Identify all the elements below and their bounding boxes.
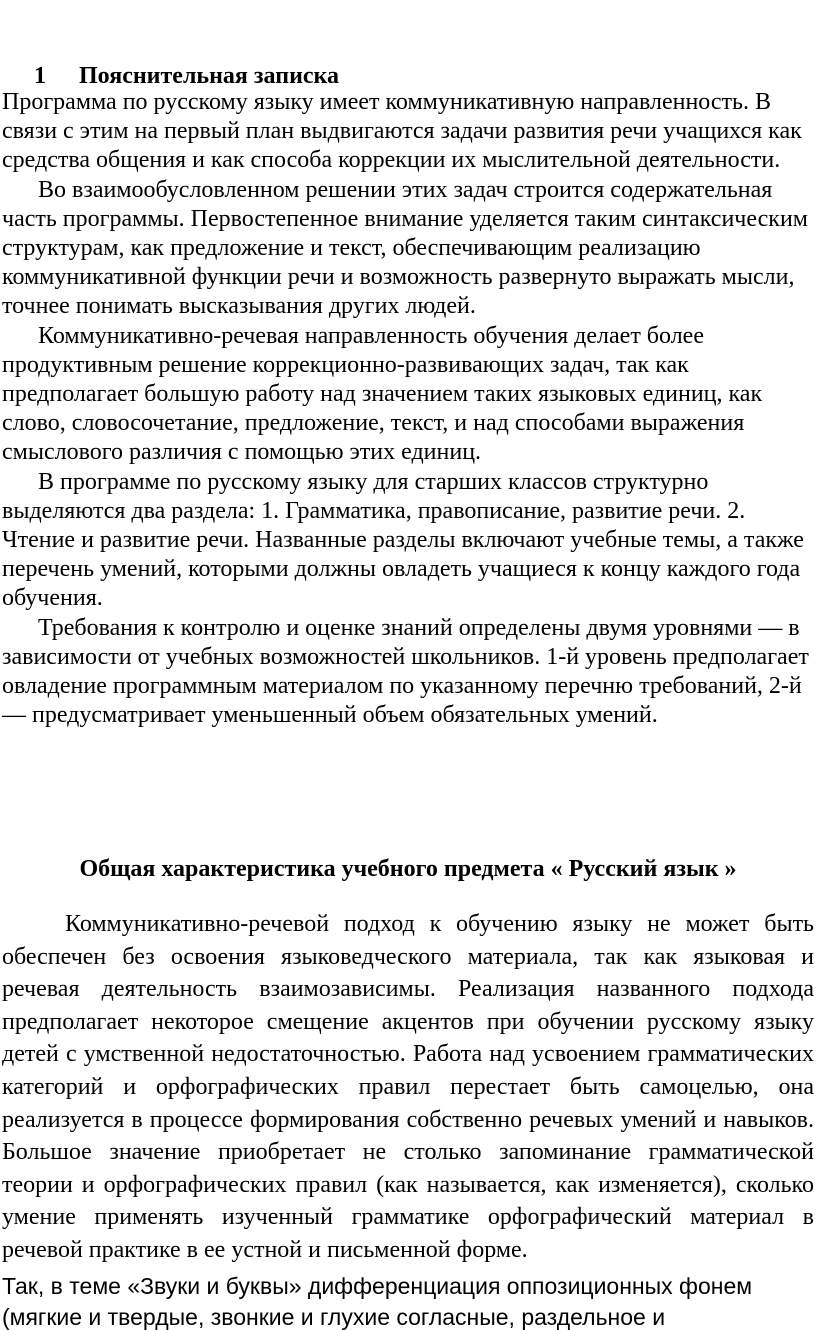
text-line: (мягкие и твердые, звонкие и глухие согласные, раздельное и [2, 1304, 666, 1330]
section-title: Пояснительная записка [79, 63, 340, 89]
text-line: Так, в теме «Звуки и буквы» дифференциация оппозиционных фонем [2, 1273, 753, 1299]
paragraph: Коммуникативно-речевой подход к обучению языку не может быть обеспечен без освоения языковедческого материала, так как языковая и речевая деятельность взаимозависимы. Реализация названного подхода предполагает некоторое смещение акцентов при обучении русскому языку детей с умственной недостаточностью. Работа над усвоением грамматических категорий и орфографических правил перестает быть самоцелью, она реализуется в процессе формирования собственно речевых умений и навыков. Большое значение приобретает не столько запоминание грамматической теории и орфографических правил (как называется, как изменяется), сколько умение применять изученный грамматике орфографический материал в речевой практике в ее устной и письменной форме. [2, 911, 814, 1263]
explanatory-note-body [2, 88, 814, 730]
subject-characteristics-body [2, 908, 814, 1267]
paragraph: Требования к контролю и оценке знаний определены двумя уровнями — в зависимости от учебных возможностей школьников. 1-й уровень предполагает овладение программным материалом по указанному перечню требований, 2-й — предусматривает уменьшенный объем обязательных умений. [2, 614, 809, 729]
section-number: 1 [34, 63, 46, 89]
paragraph: Коммуникативно-речевая направленность обучения делает более продуктивным решение коррекционно-развивающих задач, так как предполагает большую работу над значением таких языковых единиц, как слово, словосочетание, предложение, текст, и над способами выражения смыслового различия с помощью этих единиц. [2, 322, 763, 466]
paragraph: Во взаимообусловленном решении этих задач строится содержательная часть программы. Первостепенное внимание уделяется таким синтаксическим структурам, как предложение и текст, обеспечивающим реализацию коммуникативной функции речи и возможность развернуто выражать мысли, точнее понимать высказывания других людей. [2, 176, 808, 320]
paragraph: Программа по русскому языку имеет коммуникативную направленность. В связи с этим на первый план выдвигаются задачи развития речи учащихся как средства общения и как способа коррекции их мыслительной деятельности. [2, 89, 802, 174]
section-heading-subject-characteristics: Общая характеристика учебного предмета « Русский язык » [79, 856, 737, 882]
continuation-text [2, 1271, 814, 1330]
paragraph: В программе по русскому языку для старших классов структурно выделяются два раздела: 1. Грамматика, правописание, развитие речи. 2. Чтение и развитие речи. Названные разделы включают учебные темы, а также перечень умений, которыми должны овладеть учащиеся к концу каждого года обучения. [2, 468, 804, 612]
